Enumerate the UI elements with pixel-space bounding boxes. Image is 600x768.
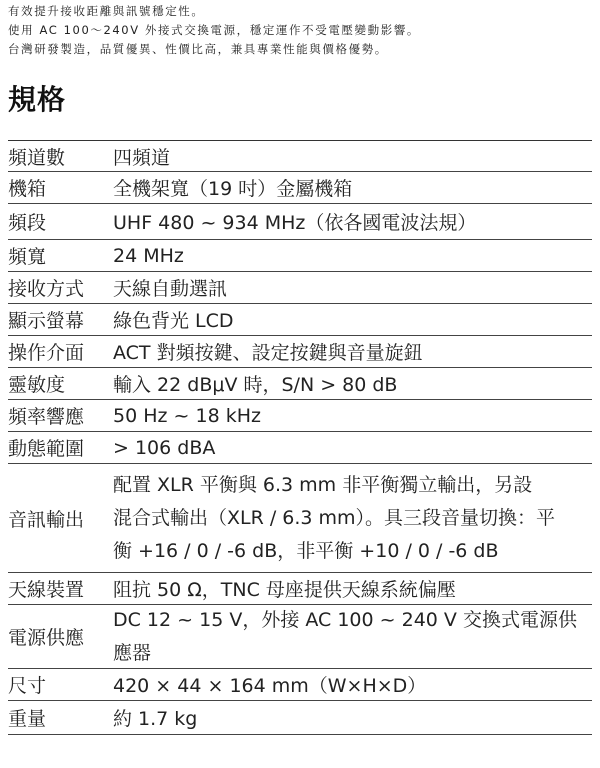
spec-label: 音訊輸出 xyxy=(8,508,85,531)
spec-label: 動態範圍 xyxy=(8,438,85,460)
spec-value-line: 配置 XLR 平衡與 6.3 mm 非平衡獨立輸出，另設 xyxy=(113,473,533,496)
spec-table xyxy=(8,140,592,735)
spec-value: 24 MHz xyxy=(113,244,184,267)
spec-value-line: 應器 xyxy=(113,641,152,664)
spec-label: 尺寸 xyxy=(8,675,47,697)
spec-row xyxy=(8,172,592,204)
spec-value: 約 1.7 kg xyxy=(113,708,198,730)
intro-line-1: 有效提升接收距離與訊號穩定性。 xyxy=(8,4,205,18)
spec-row xyxy=(8,605,592,669)
spec-row xyxy=(8,141,592,172)
intro-line-2: 使用 AC 100～240V 外接式交換電源，穩定運作不受電壓變動影響。 xyxy=(8,23,421,37)
spec-value xyxy=(113,605,592,668)
spec-label: 顯示螢幕 xyxy=(8,310,85,332)
spec-row xyxy=(8,669,592,701)
spec-value-line: DC 12 ~ 15 V，外接 AC 100 ~ 240 V 交換式電源供 xyxy=(113,608,577,631)
spec-value-line: 衡 +16 / 0 / -6 dB，非平衡 +10 / 0 / -6 dB xyxy=(113,539,499,562)
section-heading: 規格 xyxy=(8,83,67,116)
spec-row xyxy=(8,240,592,272)
spec-label: 接收方式 xyxy=(8,278,85,300)
spec-row xyxy=(8,701,592,735)
spec-label: 重量 xyxy=(8,708,47,730)
spec-row xyxy=(8,432,592,464)
spec-label: 頻率響應 xyxy=(8,406,85,428)
spec-row xyxy=(8,272,592,304)
spec-value: 輸入 22 dBμV 時，S/N > 80 dB xyxy=(113,374,398,396)
spec-value: 全機架寬（19 吋）金屬機箱 xyxy=(113,178,353,200)
spec-label: 電源供應 xyxy=(8,627,85,649)
spec-value: 50 Hz ~ 18 kHz xyxy=(113,404,261,427)
intro-line-3: 台灣研發製造，品質優異、性價比高，兼具專業性能與價格優勢。 xyxy=(8,42,388,56)
spec-label: 頻寬 xyxy=(8,246,47,268)
spec-value: 天線自動選訊 xyxy=(113,278,228,300)
spec-value: 420 × 44 × 164 mm（W×H×D） xyxy=(113,675,427,697)
spec-label: 靈敏度 xyxy=(8,374,66,396)
spec-row xyxy=(8,304,592,336)
spec-value: > 106 dBA xyxy=(113,436,216,459)
spec-row xyxy=(8,368,592,400)
spec-row xyxy=(8,400,592,432)
spec-label: 操作介面 xyxy=(8,342,85,364)
spec-value: ACT 對頻按鍵、設定按鍵與音量旋鈕 xyxy=(113,342,423,364)
spec-value: UHF 480 ~ 934 MHz（依各國電波法規） xyxy=(113,212,477,234)
spec-label: 天線裝置 xyxy=(8,579,85,601)
spec-row xyxy=(8,573,592,605)
spec-row xyxy=(8,464,592,573)
spec-label: 機箱 xyxy=(8,178,47,200)
spec-row xyxy=(8,336,592,368)
spec-value: 阻抗 50 Ω，TNC 母座提供天線系統偏壓 xyxy=(113,579,456,601)
spec-value-line: 混合式輸出（XLR / 6.3 mm）。具三段音量切換：平 xyxy=(113,506,556,529)
spec-label: 頻道數 xyxy=(8,146,66,169)
spec-value: 綠色背光 LCD xyxy=(113,310,234,332)
intro-text xyxy=(8,2,593,59)
spec-row xyxy=(8,204,592,240)
spec-label: 頻段 xyxy=(8,212,47,234)
spec-value: 四頻道 xyxy=(113,146,171,169)
spec-value xyxy=(113,464,592,572)
